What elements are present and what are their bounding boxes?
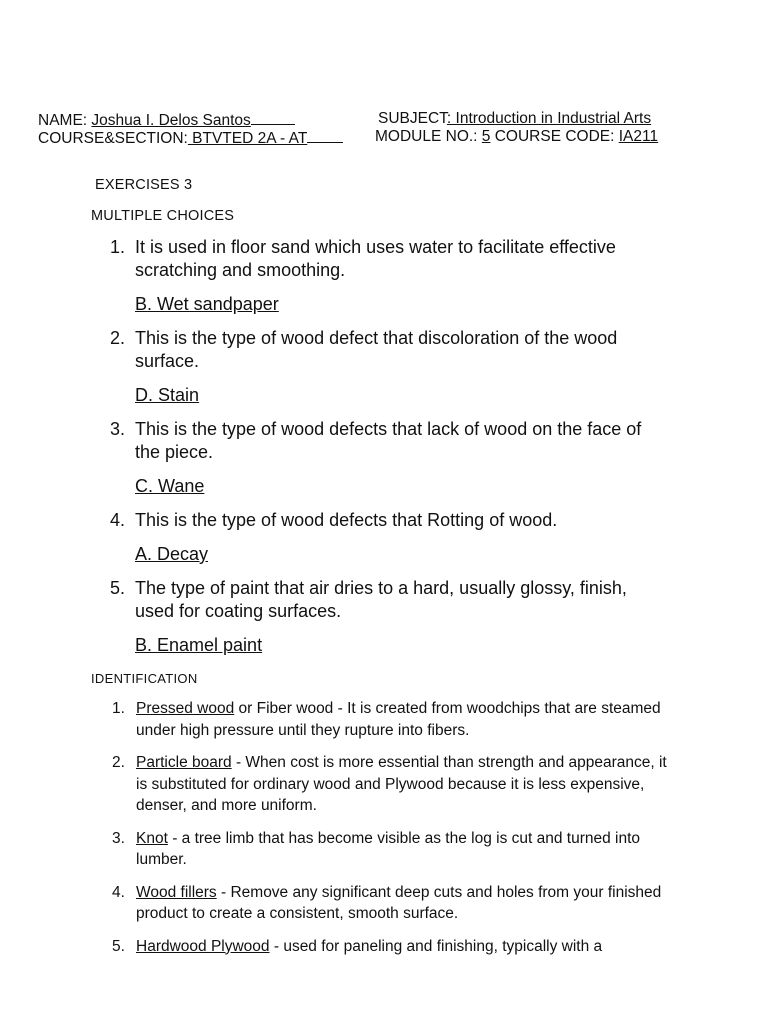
identification-definition: - When cost is more essential than strength and appearance, it is substituted for ordinary wood and Plywood because it is less expensive, denser, and more uniform. [136,754,667,814]
mc-question-block [110,418,670,498]
module-line [375,128,658,146]
mc-question-block [110,327,670,407]
question-text: This is the type of wood defects that Rotting of wood. [135,510,558,530]
identification-item [112,936,672,958]
course-code: IA211 [618,128,659,145]
mc-question [110,509,670,532]
mc-answer: B. Enamel paint [135,635,263,655]
question-text: This is the type of wood defects that lack of wood on the face of the piece. [135,419,642,462]
course-underline [307,128,343,143]
identification-term: Hardwood Plywood [136,937,270,955]
subject-label: SUBJECT [378,110,447,127]
module-label: MODULE NO.: [375,128,482,145]
question-number: 5. [110,578,126,598]
identification-item [112,698,672,741]
identification-definition: - used for paneling and finishing, typically with a [269,937,603,955]
identification-item [112,882,672,925]
name-underline [251,110,295,125]
mc-question-block [110,509,670,566]
item-number: 1. [112,700,125,717]
question-number: 3. [110,419,126,439]
question-number: 2. [110,328,126,348]
question-number: 4. [110,510,126,530]
item-number: 5. [112,937,125,955]
mc-question [110,577,670,623]
mc-question-block [110,577,670,657]
identification-term: Knot [136,829,168,847]
identification-term: Wood fillers [136,883,217,901]
item-number: 2. [112,754,125,771]
question-number: 1. [110,237,126,257]
mc-question-block [110,236,670,316]
identification-term: Particle board [136,754,232,771]
question-text: It is used in floor sand which uses water to facilitate effective scratching and smoothing. [135,237,616,280]
question-text: This is the type of wood defect that discoloration of the wood surface. [135,328,618,371]
mc-question [110,236,670,282]
mc-answer: B. Wet sandpaper [135,294,279,314]
course-value: BTVTED 2A - AT [187,130,308,147]
mc-answer: A. Decay [135,544,209,564]
identification-item [112,828,672,871]
identification-definition: or Fiber wood - It is created from woodchips that are steamed under high pressure until they rupture into fibers. [136,700,661,739]
multiple-choice-list [110,236,670,668]
course-code-label: COURSE CODE: [490,128,619,145]
identification-definition: - a tree limb that has become visible as the log is cut and turned into lumber. [136,829,641,868]
item-number: 4. [112,883,125,901]
mc-question [110,418,670,464]
identification-list [112,698,672,968]
mc-answer: C. Wane [135,476,205,496]
module-number: 5 [481,128,491,145]
mc-question [110,327,670,373]
identification-term: Pressed wood [136,700,235,717]
item-number: 3. [112,829,125,847]
exercise-title: EXERCISES 3 [95,177,193,193]
name-label: NAME: [38,112,88,129]
multiple-choice-heading: MULTIPLE CHOICES [91,208,235,224]
subject-value: : Introduction in Industrial Arts [446,110,652,127]
question-text: The type of paint that air dries to a hard, usually glossy, finish, used for coating surfaces. [135,578,627,621]
identification-item [112,752,672,817]
identification-definition: - Remove any significant deep cuts and holes from your finished product to create a consistent, smooth surface. [136,883,662,922]
mc-answer: D. Stain [135,385,200,405]
identification-heading: IDENTIFICATION [91,671,198,686]
course-label: COURSE&SECTION: [38,130,188,147]
student-name: Joshua I. Delos Santos [91,112,251,129]
subject-line [378,110,651,128]
course-line [38,128,343,148]
name-line [38,110,295,130]
